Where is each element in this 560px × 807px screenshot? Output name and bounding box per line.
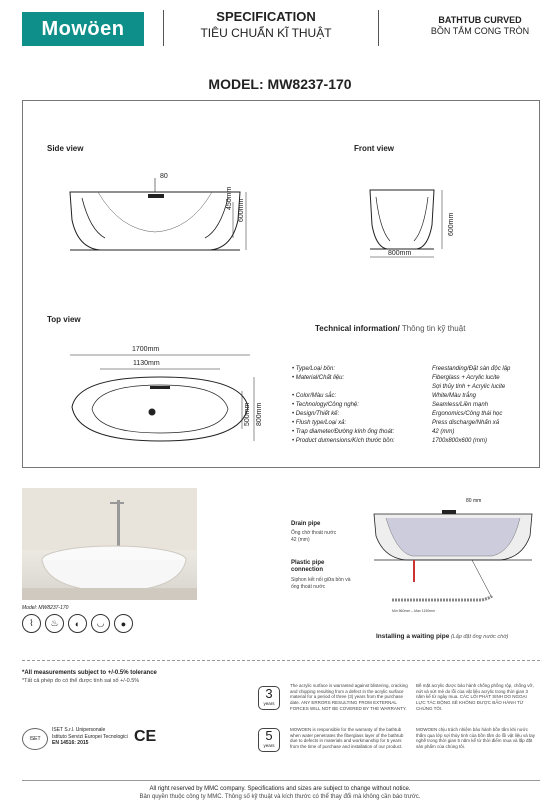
side-dim-inner-height: 450mm [226,186,233,210]
top-dim-length: 1700mm [132,346,160,353]
technical-row-key: • Flush type/Loại xả: [292,420,347,426]
iset-line-1: ISET S.r.l. Unipersonale [52,727,106,733]
technical-row-value: 1700x800x600 (mm) [432,438,488,444]
warranty-3-number: 3 [265,686,273,701]
spec-subtitle: TIÊU CHUẨN KĨ THUẬT [200,26,332,40]
drain-pipe-label: Drain pipe [291,521,321,527]
section-divider [22,660,540,661]
technical-table [292,366,552,447]
front-view-label: Front view [354,144,395,153]
iset-line-2: Istituto Servizi Europei Tecnologici [52,733,128,740]
iset-line-3: EN 14516: 2015 [52,740,89,746]
technical-row-value: Press discharge/Nhấn xả [432,420,500,426]
model-title: MODEL: MW8237-170 [208,76,352,92]
warranty-5-label: years [263,743,275,748]
header-divider [378,10,379,46]
install-dim-80 [466,498,481,504]
product-subtitle: BỒN TẮM CONG TRÒN [430,26,530,36]
drain-pipe-size: 42 (mm) [291,537,310,543]
technical-row-value: Fiberglass + Acrylic lucite [432,375,500,381]
side-dim-drain: 80 [160,173,168,180]
technical-row-key [292,384,432,390]
technical-row-key: • Material/Chất liệu: [292,375,345,381]
product-title: BATHTUB CURVED [438,15,522,25]
technical-title-vi: Thông tin kỹ thuật [399,324,466,333]
technical-row-value: Sợi thủy tinh + Acrylic lucite [432,384,506,390]
technical-row [292,384,552,390]
warranty-3-vi: Bề mặt acrylic được bảo hành chống phồng rộp, chống vỡ, nứt và sứt mẻ do lỗi của vật liệu acrylic trong thời gian 3 năm kể từ ngày mua. CÁC LỖI PHÁT SINH DO NGOẠI LỰC TÁC ĐỘNG SẼ KHÔNG ĐƯỢC BẢO HÀNH TỪ CHÚNG TÔI. [416,683,534,711]
brand-logo: Mowöen [22,12,144,46]
technical-row-value: White/Màu trắng [432,393,477,399]
side-dim-height: 600mm [238,198,245,222]
technical-row [292,393,552,399]
top-dim-inner-length: 1130mm [133,360,160,367]
installation-diagram [372,492,542,618]
spec-title: SPECIFICATION [216,9,316,24]
tolerance-note: *All measurements subject to +/-0.5% tolerance [22,670,157,676]
top-view-drawing [62,345,272,465]
warranty-5-vi: MOWOEN chịu trách nhiệm bảo hành bồn tắm khi nước thấm qua lớp sợi thủy tinh của bồn tắm do lỗi vật liệu và tay nghề trong thời gian 5 năm kể từ thời điểm mua và lắp đặt sản phẩm của chúng tôi. [416,727,535,749]
tub-icon: ◡ [91,614,110,633]
technical-row [292,411,552,417]
technical-row-key: • Design/Thiết kế: [292,411,340,417]
top-dim-inner-width: 500mm [244,402,251,426]
technical-row [292,429,552,435]
technical-row-value: Ergonomics/Công thái học [432,411,503,417]
footer-en: All right reserved by MMC company. Specifications and sizes are subject to change without notice. [149,786,411,792]
warranty-5-en: MOWOEN is responsible for the warranty of the bathtub when water penetrates the fiberglass layer of the bathtub due to defects in materials and workmanship for 5 years from the time of purchase and installation of our product. [290,727,404,749]
top-dim-width: 800mm [256,402,263,426]
warranty-3-years-badge [258,686,280,710]
technical-row-key: • Product dumensions/Kích thước bồn: [292,438,395,444]
tolerance-note-vi: *Tất cả phép đo có thể được tính sai số +/-0.5% [22,678,140,684]
front-dim-width: 800mm [388,250,412,257]
top-view-label: Top view [47,315,81,324]
plastic-pipe-vi-2: ống thoát nước [291,584,326,590]
product-photo [22,488,197,600]
technical-row-key: • Trap diameter/Đường kính ống thoát: [292,429,395,435]
technical-row [292,438,552,444]
technical-row [292,420,552,426]
bathtub-photo-illustration [22,488,197,600]
warranty-3-en: The acrylic surface is warranted against blistering, cracking and chipping resulting from a defect in the acrylic surface material for a period of three (3) years from the purchase date. ANY ERRORS RESULTING FROM EXTERNAL FORCES WILL NOT BE COVERED BY THE WARRANTY. [290,683,408,711]
shower-icon: ⌇ [22,614,41,633]
technical-row-key: • Technology/Công nghệ: [292,402,359,408]
technical-row [292,366,552,372]
plastic-pipe-label-2: connection [291,567,324,573]
install-caption [376,633,508,640]
install-dim-unit: mm [472,498,482,504]
technical-row-key: • Color/Màu sắc: [292,393,337,399]
warranty-3-label: years [263,701,275,706]
install-dim-80-value: 80 [466,498,472,504]
footer-divider [22,780,540,781]
warranty-5-number: 5 [265,728,273,743]
install-min-max: Min 560mm – Max 1190mm [392,609,436,613]
iset-logo-icon: ISET [22,728,48,750]
drain-pipe-vi: Ống chờ thoát nước [291,530,337,536]
technical-title [315,324,465,333]
install-caption-en: Installing a waiting pipe [376,633,450,640]
technical-row [292,402,552,408]
iset-cert [52,727,128,747]
technical-row-value: Freestanding/Đặt sàn độc lập [432,366,511,372]
technical-row-key: • Type/Loại bồn: [292,366,336,372]
plastic-pipe-vi: Siphon kết nối giữa bồn và [291,577,351,583]
technical-row [292,375,552,381]
ce-mark: CE [134,728,157,745]
footer-vi: Bản quyền thuộc công ty MMC. Thông số kỹ thuật và kích thước có thể thay đổi mà không cần báo trước. [139,794,421,800]
install-caption-vi: (Lắp đặt ống nước chờ) [449,634,509,640]
technical-row-value: 42 (mm) [432,429,455,435]
photo-caption: Model: MW8237-170 [22,605,69,611]
warranty-5-years-badge [258,728,280,752]
front-dim-height: 600mm [448,212,455,236]
feature-icons [22,614,133,633]
side-view-label: Side view [47,144,84,153]
clean-icon: ● [114,614,133,633]
drain-icon: ◐ [68,614,87,633]
header-divider [163,10,164,46]
plastic-pipe-label: Plastic pipe [291,560,325,566]
ergonomic-icon: ♨ [45,614,64,633]
technical-row-value: Seamless/Liền mạnh [432,402,489,408]
side-view-drawing [60,170,260,260]
technical-title-en: Technical information/ [315,324,400,333]
